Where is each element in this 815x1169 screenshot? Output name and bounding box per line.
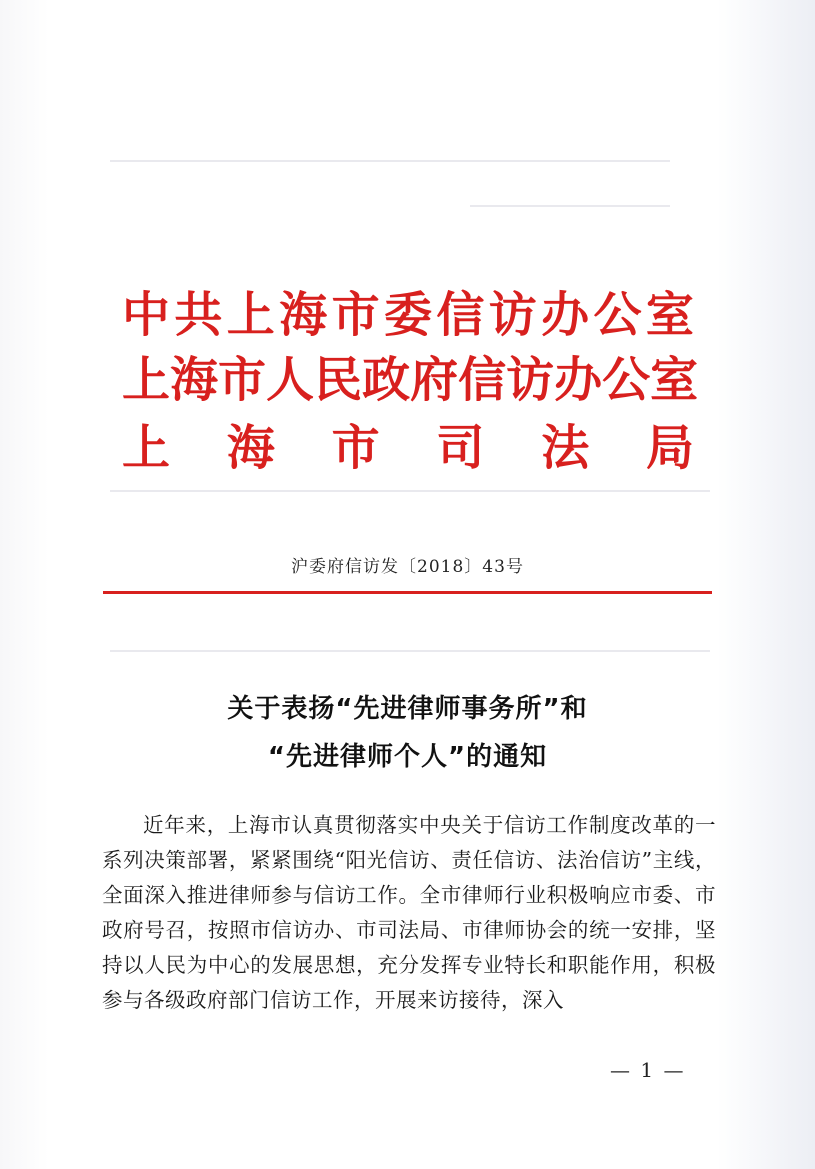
issuer-line-2-char: 海: [170, 352, 219, 408]
bleed-through-line: [110, 650, 710, 652]
issuer-line-3: [122, 413, 694, 483]
bleed-through-line: [110, 160, 670, 162]
issuer-line-2-char: 府: [410, 352, 459, 408]
red-separator-rule: [103, 591, 712, 594]
issuer-line-2-char: 信: [458, 352, 507, 408]
issuer-line-1-char: 海: [279, 287, 328, 343]
issuer-line-3-char: 市: [331, 420, 380, 476]
issuer-line-1-char: 上: [226, 287, 275, 343]
issuer-line-1-char: 室: [645, 287, 694, 343]
issuer-line-1-char: 办: [541, 287, 590, 343]
issuer-line-3-char: 司: [436, 420, 485, 476]
issuer-line-1: [122, 280, 694, 350]
document-number: 沪委府信访发〔2018〕43号: [291, 557, 524, 577]
issuer-line-2-char: 室: [650, 352, 699, 408]
issuer-line-2-char: 上: [122, 352, 171, 408]
issuer-line-1-char: 中: [122, 287, 171, 343]
notice-title-line-1: 关于表扬“先进律师事务所”和: [227, 694, 588, 724]
issuer-line-3-char: 海: [226, 420, 275, 476]
page-number: — 1 —: [610, 1058, 686, 1082]
issuer-line-1-char: 公: [593, 287, 642, 343]
issuer-line-2-char: 人: [266, 352, 315, 408]
bleed-through-line: [470, 205, 670, 207]
issuer-line-2-char: 民: [314, 352, 363, 408]
issuer-line-2-char: 政: [362, 352, 411, 408]
issuer-line-2-char: 访: [506, 352, 555, 408]
bleed-through-line: [110, 490, 710, 492]
issuer-line-1-char: 信: [436, 287, 485, 343]
issuer-line-2-char: 市: [218, 352, 267, 408]
issuer-line-2-char: 办: [554, 352, 603, 408]
issuer-line-3-char: 局: [645, 420, 694, 476]
issuer-line-1-char: 共: [174, 287, 223, 343]
issuer-line-2: [122, 345, 699, 415]
notice-title-line-2: “先进律师个人”的通知: [267, 742, 548, 772]
issuer-line-1-char: 访: [488, 287, 537, 343]
body-paragraph: 近年来，上海市认真贯彻落实中央关于信访工作制度改革的一系列决策部署，紧紧围绕“阳光信访、责任信访、法治信访”主线，全面深入推进律师参与信访工作。全市律师行业积极响应市委、市政府号召，按照市信访办、市司法局、市律师协会的统一安排，坚持以人民为中心的发展思想，充分发挥专业特长和职能作用，积极参与各级政府部门信访工作，开展来访接待，深入: [102, 813, 716, 1012]
issuer-line-1-char: 市: [331, 287, 380, 343]
issuer-line-3-char: 上: [122, 420, 171, 476]
issuer-line-2-char: 公: [602, 352, 651, 408]
issuer-line-1-char: 委: [383, 287, 432, 343]
issuer-line-3-char: 法: [541, 420, 590, 476]
